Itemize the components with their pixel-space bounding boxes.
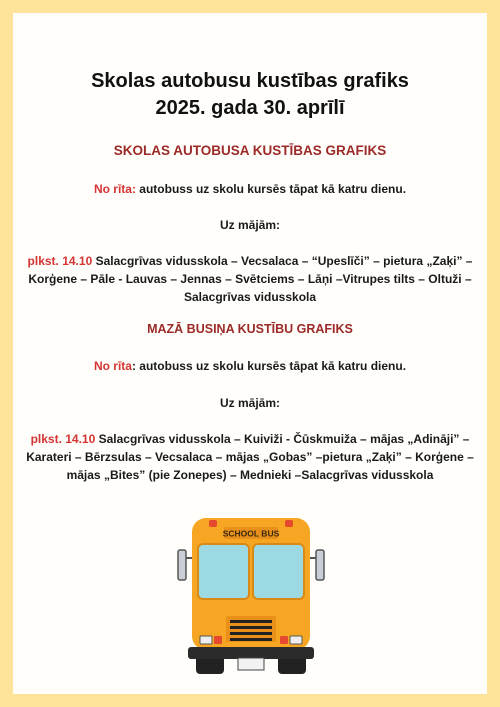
morning-text: autobuss uz skolu kursēs tāpat kā katru dienu. — [135, 182, 407, 196]
bumper — [188, 647, 314, 659]
minibus-home-label: Uz mājām: — [219, 396, 281, 410]
left-window — [198, 544, 249, 599]
morning-label: No rīta — [93, 359, 132, 373]
route-text: Salacgrīvas vidusskola – Vecsalaca – “Upeslīči” – pietura „Zaķi” – Korģene – Pāle - Lauvas – Jennas – Svētciems – Lāņi –Vitrupes tilts – Oltuži – Salacgrīvas vidusskola — [28, 254, 473, 304]
right-headlight — [290, 636, 302, 644]
minibus-route — [17, 430, 483, 484]
departure-time: plkst. 14.10 — [27, 254, 93, 268]
poster-page — [13, 13, 487, 694]
page-title — [13, 68, 487, 122]
school-bus-illustration — [176, 508, 326, 678]
departure-time: plkst. 14.10 — [30, 432, 96, 446]
morning-text: : autobuss uz skolu kursēs tāpat kā katru dienu. — [131, 359, 407, 373]
left-indicator — [214, 636, 222, 644]
roof-light — [285, 520, 293, 527]
license-plate — [238, 658, 264, 670]
roof-light — [209, 520, 217, 527]
sign-text: SCHOOL BUS — [222, 528, 280, 539]
right-indicator — [280, 636, 288, 644]
school-bus-route — [17, 252, 483, 306]
minibus-heading: MAZĀ BUSIŅA KUSTĪBU GRAFIKS — [147, 322, 353, 336]
school-bus-home-label: Uz mājām: — [219, 218, 281, 232]
title-line-2: 2025. gada 30. aprīlī — [155, 97, 345, 119]
school-bus-morning — [17, 180, 483, 198]
title-line-1: Skolas autobusu kustības grafiks — [91, 70, 409, 92]
left-headlight — [200, 636, 212, 644]
left-mirror — [178, 550, 186, 580]
school-bus-heading: SKOLAS AUTOBUSA KUSTĪBAS GRAFIKS — [113, 143, 387, 158]
right-window — [253, 544, 304, 599]
route-text: Salacgrīvas vidusskola – Kuiviži - Čūskmuiža – mājas „Adināji” – Karateri – Bērzsulas – Vecsalaca – mājas „Gobas” –pietura „Zaķi” – Korģene – mājas „Bites” (pie Zonepes) – Mednieki –Salacgrīvas vidusskola — [26, 432, 474, 482]
minibus-morning — [17, 357, 483, 375]
morning-label: No rīta: — [93, 182, 136, 196]
right-mirror — [316, 550, 324, 580]
